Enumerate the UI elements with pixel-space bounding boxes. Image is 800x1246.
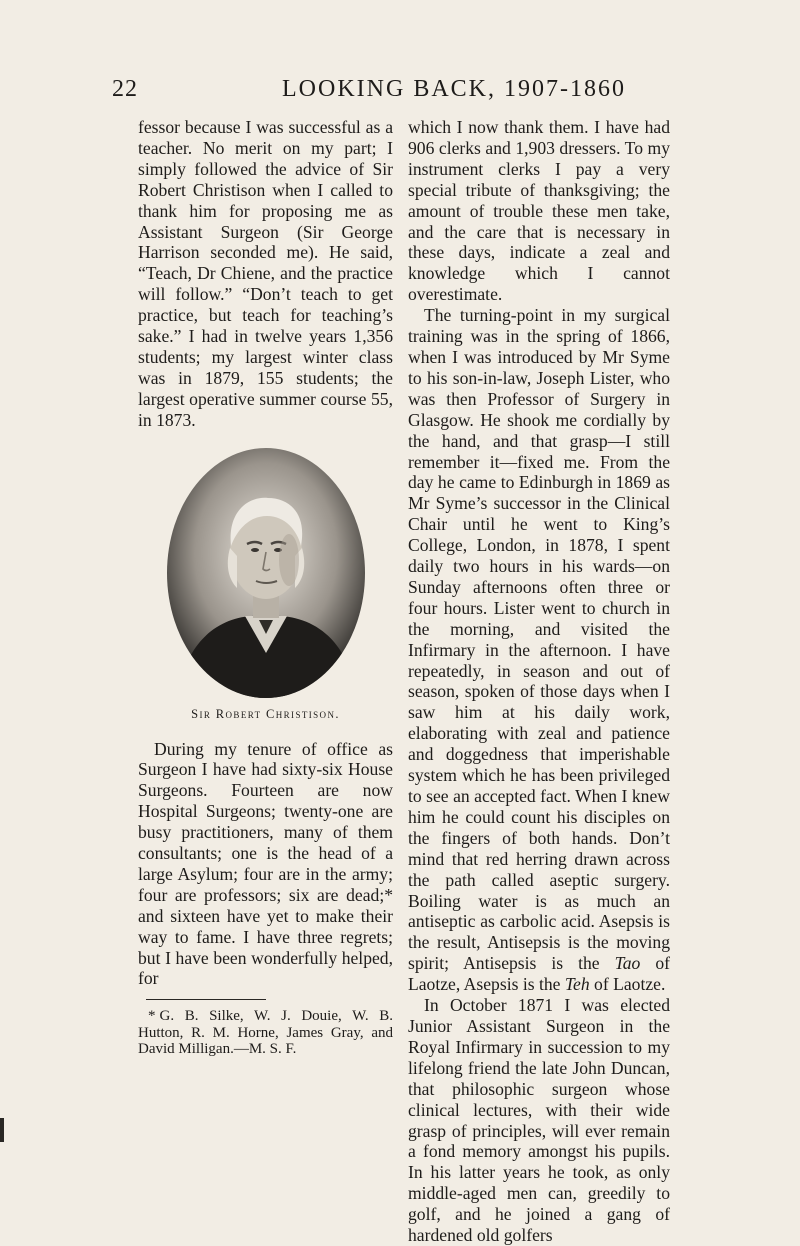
portrait-image xyxy=(167,448,365,698)
page-edge-mark xyxy=(0,1118,4,1142)
footnote-marker: * xyxy=(148,1008,156,1025)
footnote-text: G. B. Silke, W. J. Douie, W. B. Hutton, R. M. Horne, James Gray, and David Milligan.—M. S. F. xyxy=(138,1008,393,1058)
right-paragraph-1: which I now thank them. I have had 906 clerks and 1,903 dressers. To my instrument clerks I pay a very special tribute of thanksgiving; the amount of trouble these men take, and the care that is necessary in these days, indicate a zeal and knowledge which I cannot overestimate. xyxy=(408,117,670,305)
left-column xyxy=(138,117,393,1058)
page-number: 22 xyxy=(112,76,138,102)
page-header xyxy=(0,70,800,104)
teh-term: Teh xyxy=(564,974,590,995)
footnote xyxy=(138,1008,393,1058)
left-paragraph-2: During my tenure of office as Surgeon I have had sixty-six House Surgeons. Fourteen are now Hospital Surgeons; twenty-one are busy practitioners, many of them consultants; one is the head of a large Asylum; four are in the army; four are professors; six are dead;* and sixteen have yet to make their way to fame. I have three regrets; but I have been wonderfully helped, for xyxy=(138,738,393,989)
right-column xyxy=(408,117,670,1246)
right-paragraph-2 xyxy=(408,305,670,995)
tao-term: Tao xyxy=(614,953,641,974)
right-paragraph-3: In October 1871 I was elected Junior Assistant Surgeon in the Royal Infirmary in succession to my lifelong friend the late John Duncan, that philosophic surgeon whose clinical lectures, with their wide grasp of principles, will ever remain a fond memory amongst his pupils. In his latter years he took, as only middle-aged men can, greedily to golf, and he joined a gang of hardened old golfers xyxy=(408,995,670,1246)
right-paragraph-2-end: of Laotze. xyxy=(594,974,666,995)
running-title: LOOKING BACK, 1907-1860 xyxy=(282,76,626,102)
figure-caption: Sir Robert Christison. xyxy=(191,706,340,721)
left-paragraph-1: fessor because I was successful as a teacher. No merit on my part; I simply followed the advice of Sir Robert Christison when I called to thank him for proposing me as Assistant Surgeon (Sir George Harrison seconded me). He said, “Teach, Dr Chiene, and the practice will follow.” “Don’t teach to get practice, but teach for teaching’s sake.” I had in twelve years 1,356 students; my largest winter class was in 1879, 155 students; the largest operative summer course 55, in 1873. xyxy=(138,117,393,430)
footnote-rule xyxy=(146,999,266,1000)
portrait-figure xyxy=(138,448,393,725)
right-paragraph-2-text: The turning-point in my surgical training was in the spring of 1866, when I was introduced by Mr Syme to his son-in-law, Joseph Lister, who was then Professor of Surgery in Glasgow. He shook me cordially by the hand, and that grasp—I still remember it—fixed me. From the day he came to Edinburgh in 1869 as Mr Syme’s successor in the Clinical Chair until he went to King’s College, London, in 1878, I spent daily two hours in his wards—on Sunday afternoons often three or four hours. Lister went to church in the morning, and visited the Infirmary in the afternoon. I have repeatedly, in season and out of season, spoken of those days when I saw him at his daily work, elaborating with zeal and patience and doggedness that imperishable system which he has been privileged to see an accepted fact. When I knew him he could count his disciples on the fingers of both hands. Don’t mind that red herring drawn across the path called aseptic surgery. Boiling water is as much an antiseptic as carbolic acid. Asepsis is the result, Antisepsis is the moving spirit; Antisepsis is the xyxy=(408,305,670,974)
right-paragraph-2-mid: of Laotze, Asepsis is the xyxy=(408,953,671,995)
